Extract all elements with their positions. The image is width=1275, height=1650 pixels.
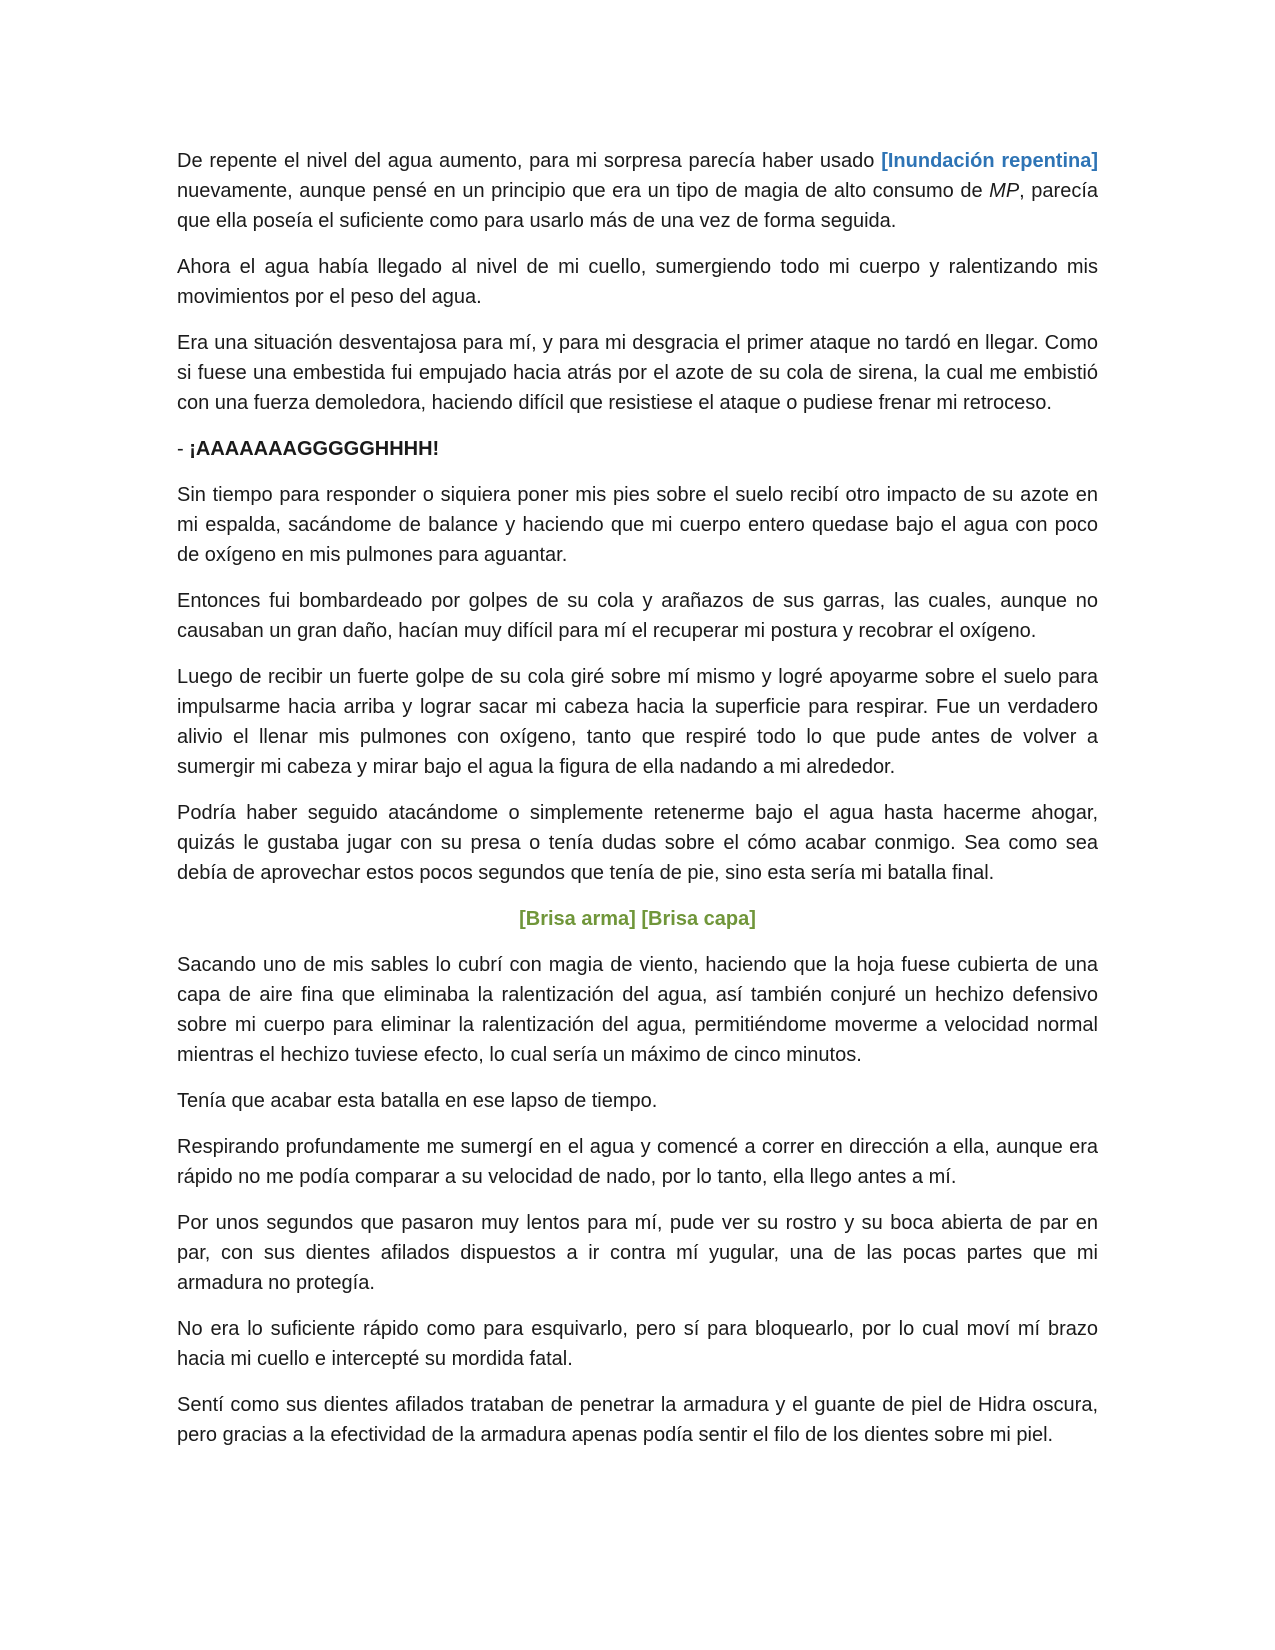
paragraph-6: Entonces fui bombardeado por golpes de su cola y arañazos de sus garras, las cuales, aunque no causaban un gran daño, hacían muy difícil para mí el recuperar mi postura y recobrar el oxígeno.	[177, 590, 1098, 642]
paragraph-10: Sacando uno de mis sables lo cubrí con magia de viento, haciendo que la hoja fuese cubierta de una capa de aire fina que eliminaba la ralentización del agua, así también conjuré un hechizo defensivo sobre mi cuerpo para eliminar la ralentización del agua, permitiéndome moverme a velocidad normal mientras el hechizo tuviese efecto, lo cual sería un máximo de cinco minutos.	[177, 954, 1098, 1066]
document-page	[177, 146, 1098, 1466]
paragraph-8: Podría haber seguido atacándome o simplemente retenerme bajo el agua hasta hacerme ahogar, quizás le gustaba jugar con su presa o tenía dudas sobre el cómo acabar conmigo. Sea como sea debía de aprovechar estos pocos segundos que tenía de pie, sino esta sería mi batalla final.	[177, 802, 1098, 884]
paragraph-1-text-c: , parecía que ella poseía el suficiente como para usarlo más de una vez de forma seguida.	[177, 180, 1098, 232]
paragraph-12: Respirando profundamente me sumergí en el agua y comencé a correr en dirección a ella, aunque era rápido no me podía comparar a su velocidad de nado, por lo tanto, ella llego antes a mí.	[177, 1136, 1098, 1188]
spell-inundacion-repentina: [Inundación repentina]	[881, 150, 1099, 172]
paragraph-1	[177, 146, 1098, 236]
paragraph-3: Era una situación desventajosa para mí, y para mi desgracia el primer ataque no tardó en llegar. Como si fuese una embestida fui empujado hacia atrás por el azote de su cola de sirena, la cual me embistió con una fuerza demoledora, haciendo difícil que resistiese el ataque o pudiese frenar mi retroceso.	[177, 332, 1098, 414]
paragraph-7: Luego de recibir un fuerte golpe de su cola giré sobre mí mismo y logré apoyarme sobre el suelo para impulsarme hacia arriba y lograr sacar mi cabeza hacia la superficie para respirar. Fue un verdadero alivio el llenar mis pulmones con oxígeno, tanto que respiré todo lo que pude antes de volver a sumergir mi cabeza y mirar bajo el agua la figura de ella nadando a mi alrededor.	[177, 666, 1098, 778]
dialogue-dash: -	[177, 438, 190, 460]
paragraph-14: No era lo suficiente rápido como para esquivarlo, pero sí para bloquearlo, por lo cual moví mí brazo hacia mi cuello e intercepté su mordida fatal.	[177, 1318, 1098, 1370]
paragraph-15: Sentí como sus dientes afilados trataban de penetrar la armadura y el guante de piel de Hidra oscura, pero gracias a la efectividad de la armadura apenas podía sentir el filo de los dientes sobre mi piel.	[177, 1394, 1098, 1446]
dialogue-shout: ¡AAAAAAAGGGGGHHHH!	[189, 438, 440, 460]
spell-brisa-arma-capa: [Brisa arma] [Brisa capa]	[519, 908, 756, 930]
paragraph-2: Ahora el agua había llegado al nivel de mi cuello, sumergiendo todo mi cuerpo y ralentizando mis movimientos por el peso del agua.	[177, 256, 1098, 308]
paragraph-5: Sin tiempo para responder o siquiera poner mis pies sobre el suelo recibí otro impacto de su azote en mi espalda, sacándome de balance y haciendo que mi cuerpo entero quedase bajo el agua con poco de oxígeno en mis pulmones para aguantar.	[177, 484, 1098, 566]
paragraph-1-text-b: nuevamente, aunque pensé en un principio que era un tipo de magia de alto consumo de	[177, 180, 990, 202]
paragraph-13: Por unos segundos que pasaron muy lentos para mí, pude ver su rostro y su boca abierta de par en par, con sus dientes afilados dispuestos a ir contra mí yugular, una de las pocas partes que mi armadura no protegía.	[177, 1212, 1098, 1294]
paragraph-1-text-a: De repente el nivel del agua aumento, para mi sorpresa parecía haber usado	[177, 150, 882, 172]
paragraph-4-shout	[177, 434, 1098, 464]
mp-term: MP	[989, 180, 1020, 202]
paragraph-11: Tenía que acabar esta batalla en ese lapso de tiempo.	[177, 1090, 658, 1112]
